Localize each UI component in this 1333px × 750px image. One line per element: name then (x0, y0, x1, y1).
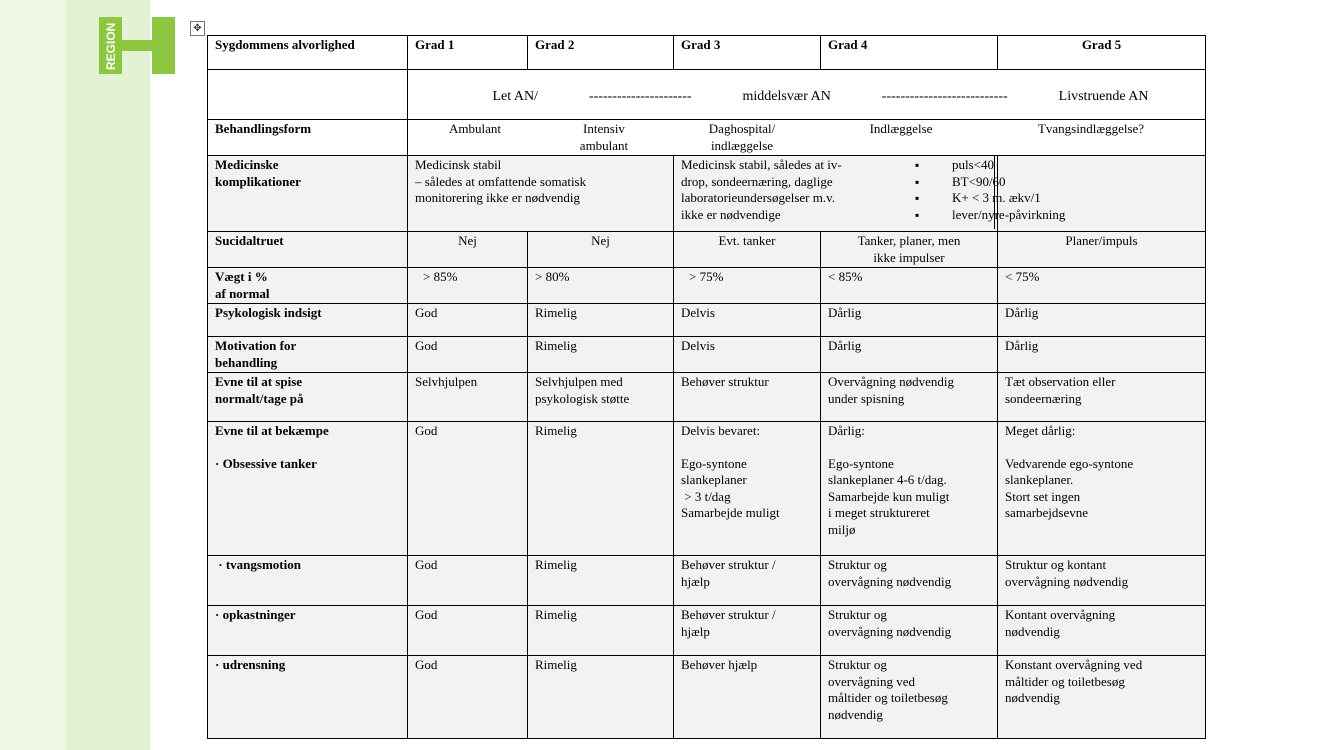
medical-grade-1-2: Medicinsk stabil – således at omfattende somatisk monitorering ikke er nødvendig (408, 156, 674, 232)
treatment-admission: Indlæggelse (869, 121, 933, 136)
exercise-grade-2: Rimelig (528, 556, 674, 606)
motivation-grade-2: Rimelig (528, 337, 674, 373)
header-grade-4: Grad 4 (821, 36, 998, 70)
medical-item: ▪ K+ < 3 m. ækv/1 (908, 190, 1198, 207)
region-h-logo (99, 17, 175, 74)
vomiting-label: · opkastninger (208, 606, 408, 656)
obsessive-grade-3: Delvis bevaret: Ego-syntone slankeplaner > 3 t/dag Samarbejde muligt (674, 422, 821, 556)
vomiting-grade-1: God (408, 606, 528, 656)
an-scale-label-cell (208, 70, 408, 120)
eating-grade-2: Selvhjulpen med psykologisk støtte (528, 373, 674, 422)
eating-label: Evne til at spise normalt/tage på (208, 373, 408, 422)
treatment-ambulant: Ambulant (449, 121, 501, 136)
an-life-threatening: Livstruende AN (1058, 89, 1149, 104)
weight-grade-4: < 85% (821, 268, 998, 304)
motivation-grade-4: Dårlig (821, 337, 998, 373)
suicide-grade-2: Nej (528, 232, 674, 268)
treatment-intensive-1: Intensiv (583, 121, 625, 136)
obsessive-grade-1: God (408, 422, 528, 556)
table-move-handle-icon[interactable]: ✥ (190, 21, 205, 36)
exercise-grade-3: Behøver struktur / hjælp (674, 556, 821, 606)
vomiting-grade-2: Rimelig (528, 606, 674, 656)
header-severity: Sygdommens alvorlighed (208, 36, 408, 70)
purging-grade-4: Struktur og overvågning ved måltider og toiletbesøg nødvendig (821, 656, 998, 739)
treatment-forms-cell (408, 120, 1206, 156)
obsessive-grade-4: Dårlig: Ego-syntone slankeplaner 4-6 t/dag. Samarbejde kun muligt i meget struktureret miljø (821, 422, 998, 556)
purging-grade-5: Konstant overvågning ved måltider og toiletbesøg nødvendig (998, 656, 1206, 739)
insight-grade-2: Rimelig (528, 304, 674, 337)
treatment-intensive-2: ambulant (579, 137, 629, 153)
treatment-forced: Tvangsindlæggelse? (1037, 121, 1145, 136)
medical-grade-3-4: Medicinsk stabil, således at iv- drop, sondeernæring, daglige laboratorieundersøgelser m.v. ikke er nødvendige (674, 156, 998, 232)
eating-grade-4: Overvågning nødvendig under spisning (821, 373, 998, 422)
motivation-grade-3: Delvis (674, 337, 821, 373)
suicide-grade-1: Nej (408, 232, 528, 268)
suicide-grade-3: Evt. tanker (674, 232, 821, 268)
weight-grade-2: > 80% (528, 268, 674, 304)
purging-grade-3: Behøver hjælp (674, 656, 821, 739)
header-grade-1: Grad 1 (408, 36, 528, 70)
treatment-day-2: indlæggelse (710, 137, 774, 153)
purging-grade-1: God (408, 656, 528, 739)
weight-grade-3: > 75% (674, 268, 821, 304)
insight-grade-3: Delvis (674, 304, 821, 337)
exercise-grade-5: Struktur og kontant overvågning nødvendig (998, 556, 1206, 606)
purging-grade-2: Rimelig (528, 656, 674, 739)
logo-text: REGION (104, 22, 118, 70)
eating-grade-1: Selvhjulpen (408, 373, 528, 422)
obsessive-label: Evne til at bekæmpe · Obsessive tanker (208, 422, 408, 556)
eating-grade-3: Behøver struktur (674, 373, 821, 422)
motivation-grade-1: God (408, 337, 528, 373)
insight-grade-4: Dårlig (821, 304, 998, 337)
exercise-label: · tvangsmotion (208, 556, 408, 606)
an-light: Let AN/ (492, 89, 538, 104)
medical-grade-5 (952, 156, 1206, 232)
header-grade-2: Grad 2 (528, 36, 674, 70)
insight-label: Psykologisk indsigt (208, 304, 408, 337)
motivation-label: Motivation for behandling (208, 337, 408, 373)
vomiting-grade-3: Behøver struktur / hjælp (674, 606, 821, 656)
obsessive-grade-2: Rimelig (528, 422, 674, 556)
medical-item: ▪ BT<90/60 (908, 174, 1198, 191)
eating-grade-5: Tæt observation eller sondeernæring (998, 373, 1206, 422)
medical-item: ▪ puls<40 (908, 157, 1198, 174)
an-medium: middelsvær AN (742, 89, 831, 104)
header-grade-5: Grad 5 (998, 36, 1206, 70)
insight-grade-5: Dårlig (998, 304, 1206, 337)
exercise-grade-1: God (408, 556, 528, 606)
weight-label: Vægt i % af normal (208, 268, 408, 304)
suicide-label: Sucidaltruet (208, 232, 408, 268)
background-stripe (66, 0, 150, 750)
an-severity-table (207, 35, 1206, 739)
suicide-grade-4: Tanker, planer, men ikke impulser (821, 232, 998, 268)
an-dash-2: --------------------------- (881, 89, 1008, 104)
weight-grade-5: < 75% (998, 268, 1206, 304)
an-scale-cell (408, 70, 1206, 120)
treatment-label: Behandlingsform (208, 120, 408, 156)
vomiting-grade-4: Struktur og overvågning nødvendig (821, 606, 998, 656)
insight-grade-1: God (408, 304, 528, 337)
header-grade-3: Grad 3 (674, 36, 821, 70)
vomiting-grade-5: Kontant overvågning nødvendig (998, 606, 1206, 656)
obsessive-grade-5: Meget dårlig: Vedvarende ego-syntone slankeplaner. Stort set ingen samarbejdsevne (998, 422, 1206, 556)
treatment-day-1: Daghospital/ (708, 121, 776, 136)
motivation-grade-5: Dårlig (998, 337, 1206, 373)
suicide-grade-5: Planer/impuls (998, 232, 1206, 268)
weight-grade-1: > 85% (408, 268, 528, 304)
an-dash-1: ---------------------- (588, 89, 692, 104)
purging-label: · udrensning (208, 656, 408, 739)
background-stripe-light (0, 0, 66, 750)
medical-label: Medicinske komplikationer (208, 156, 408, 232)
medical-item: ▪ lever/nyre-påvirkning (908, 207, 1198, 224)
exercise-grade-4: Struktur og overvågning nødvendig (821, 556, 998, 606)
